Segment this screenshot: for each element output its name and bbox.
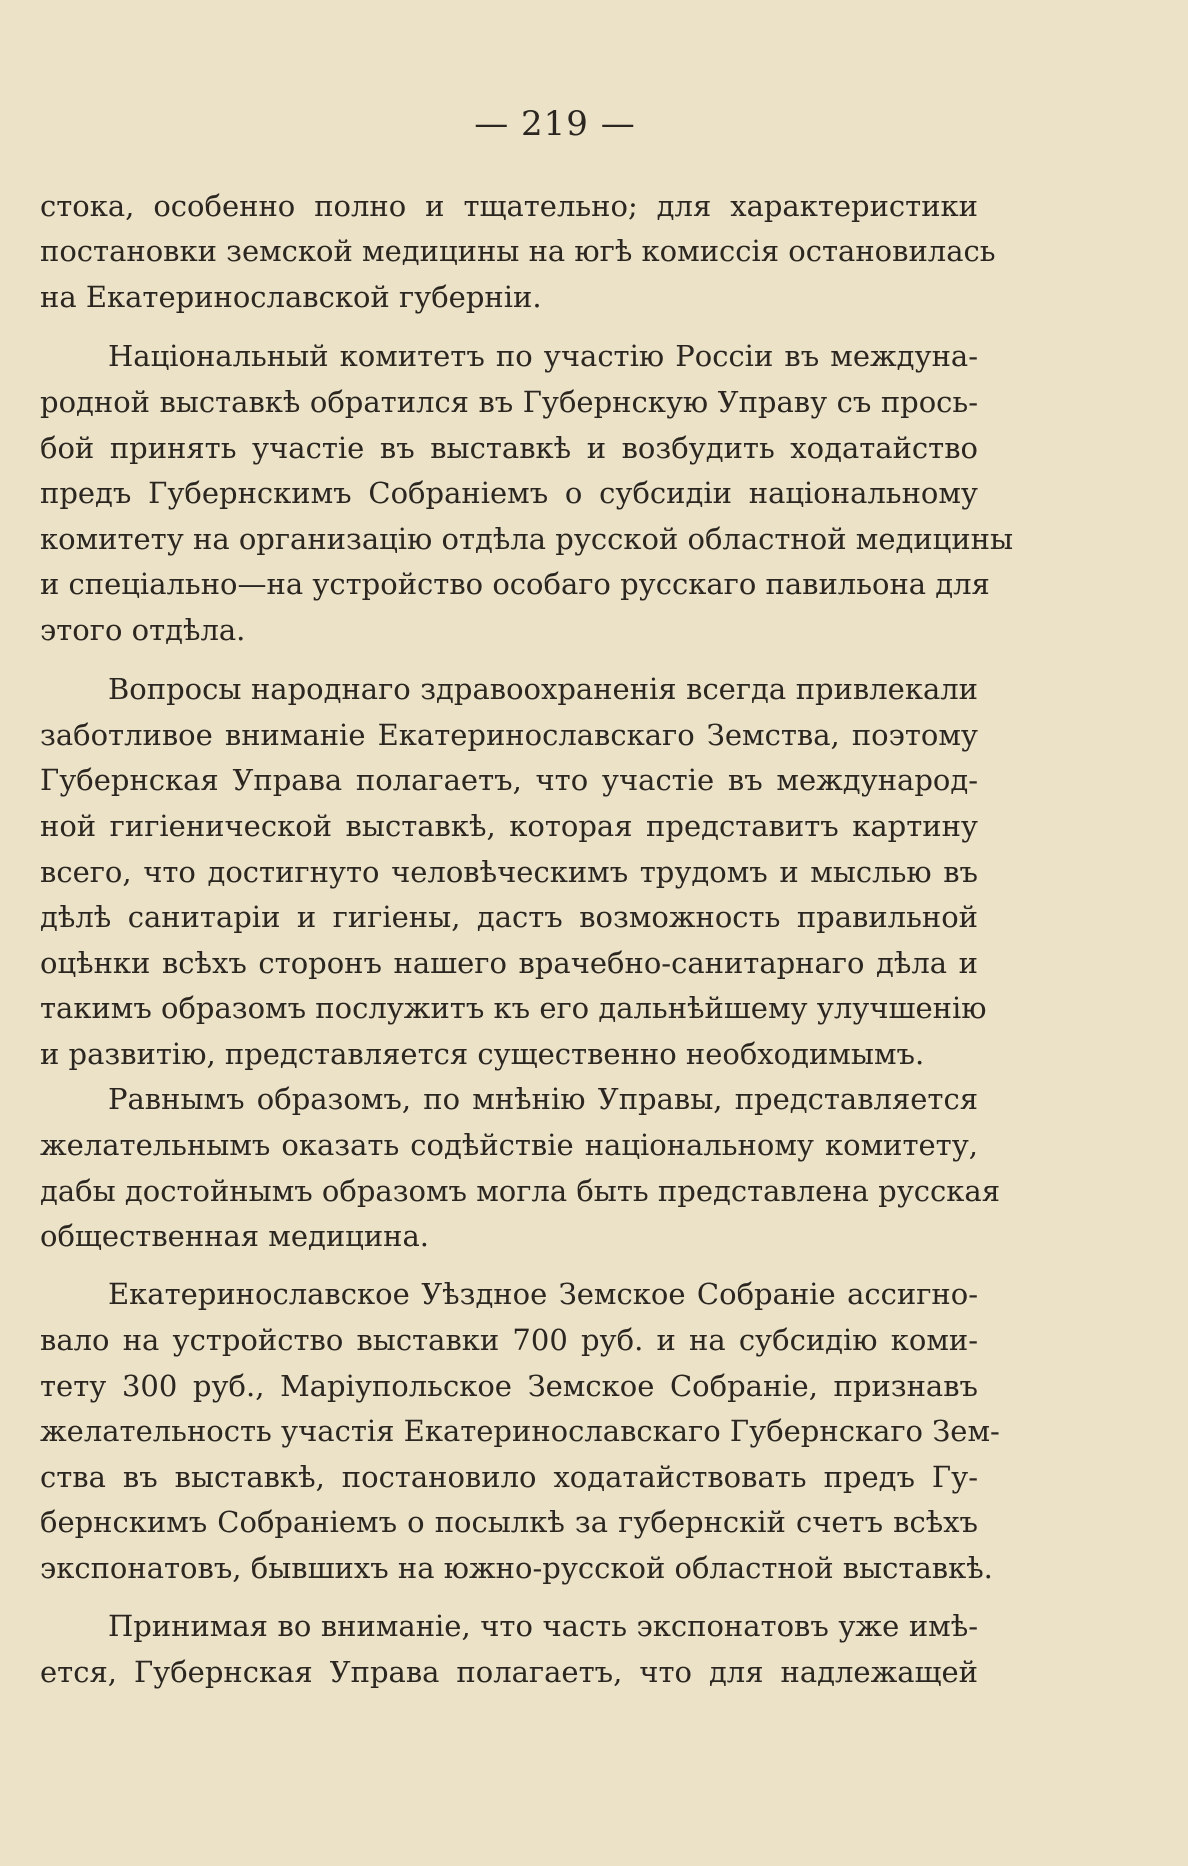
text-line: бой принять участіе въ выставкѣ и возбудить ходатайство: [40, 431, 978, 465]
text-line: всего, что достигнуто человѣческимъ трудомъ и мыслью въ: [40, 855, 978, 889]
text-line: Равнымъ образомъ, по мнѣнію Управы, представляется: [108, 1082, 978, 1116]
text-line: общественная медицина.: [40, 1219, 429, 1253]
text-line: ется, Губернская Управа полагаетъ, что для надлежащей: [40, 1655, 978, 1689]
text-line: предъ Губернскимъ Собраніемъ о субсидіи національному: [40, 476, 978, 510]
text-line: Екатеринославское Уѣздное Земское Собраніе ассигно-: [108, 1277, 978, 1311]
text-line: стока, особенно полно и тщательно; для характеристики: [40, 189, 978, 223]
text-line: дабы достойнымъ образомъ могла быть представлена русская: [40, 1174, 1000, 1208]
text-line: бернскимъ Собраніемъ о посылкѣ за губернскій счетъ всѣхъ: [40, 1505, 978, 1539]
text-line: Національный комитетъ по участію Россіи въ междуна-: [108, 339, 978, 373]
text-line: ства въ выставкѣ, постановило ходатайствовать предъ Гу-: [40, 1460, 978, 1494]
text-line: оцѣнки всѣхъ сторонъ нашего врачебно-санитарнаго дѣла и: [40, 946, 978, 980]
text-line: желательность участія Екатеринославскаго Губернскаго Зем-: [40, 1414, 1000, 1448]
text-line: Вопросы народнаго здравоохраненія всегда привлекали: [108, 672, 978, 706]
text-line: заботливое вниманіе Екатеринославскаго Земства, поэтому: [40, 718, 978, 752]
text-line: дѣлѣ санитаріи и гигіены, дастъ возможность правильной: [40, 900, 978, 934]
text-line: тету 300 руб., Маріупольское Земское Собраніе, признавъ: [40, 1369, 978, 1403]
text-line: на Екатеринославской губерніи.: [40, 280, 542, 314]
page-number: — 219 —: [474, 104, 636, 144]
text-line: этого отдѣла.: [40, 613, 246, 647]
text-line: и развитію, представляется существенно необходимымъ.: [40, 1037, 925, 1071]
text-line: Принимая во вниманіе, что часть экспонатовъ уже имѣ-: [108, 1609, 978, 1643]
text-line: ной гигіенической выставкѣ, которая представитъ картину: [40, 809, 978, 843]
text-line: родной выставкѣ обратился въ Губернскую Управу съ прось-: [40, 385, 978, 419]
text-line: такимъ образомъ послужитъ къ его дальнѣйшему улучшенію: [40, 991, 987, 1025]
text-line: постановки земской медицины на югѣ комиссія остановилась: [40, 234, 996, 268]
text-line: вало на устройство выставки 700 руб. и на субсидію коми-: [40, 1323, 978, 1357]
text-line: комитету на организацію отдѣла русской областной медицины: [40, 522, 1014, 556]
text-line: и спеціально—на устройство особаго русскаго павильона для: [40, 567, 990, 601]
text-line: Губернская Управа полагаетъ, что участіе въ международ-: [40, 763, 978, 797]
text-line: экспонатовъ, бывшихъ на южно-русской областной выставкѣ.: [40, 1551, 993, 1585]
text-line: желательнымъ оказать содѣйствіе національному комитету,: [40, 1128, 978, 1162]
